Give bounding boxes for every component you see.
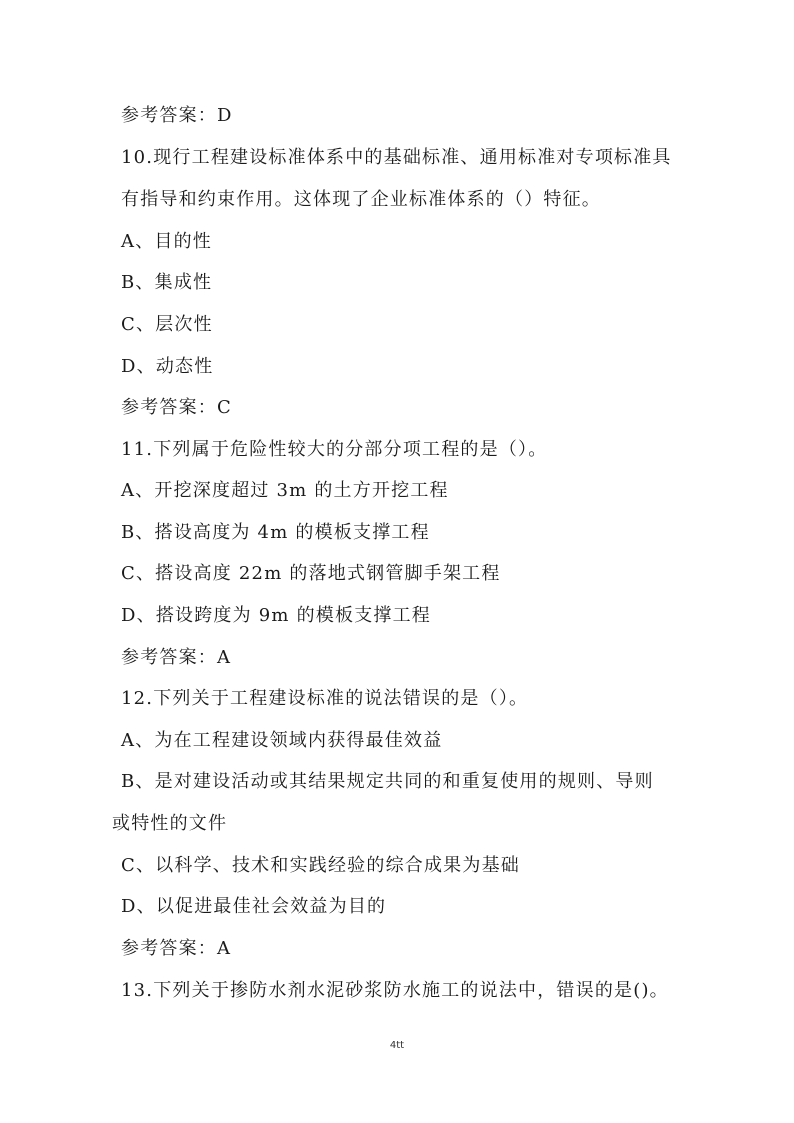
page-number: 4tt — [389, 1040, 405, 1051]
option-c: C、以科学、技术和实践经验的综合成果为基础 — [121, 855, 520, 876]
option-c: C、层次性 — [121, 314, 213, 335]
option-b-line-2: 或特性的文件 — [112, 813, 228, 834]
option-b: B、搭设高度为 4m 的模板支撑工程 — [121, 522, 430, 543]
question-11-line-1: 11.下列属于危险性较大的分部分项工程的是（）。 — [121, 439, 548, 460]
question-10-line-2: 有指导和约束作用。这体现了企业标准体系的（）特征。 — [121, 189, 601, 210]
answer-line: 参考答案：C — [121, 397, 232, 418]
option-a: A、开挖深度超过 3m 的土方开挖工程 — [121, 480, 449, 501]
option-c: C、搭设高度 22m 的落地式钢管脚手架工程 — [121, 563, 501, 584]
option-b: B、集成性 — [121, 272, 213, 293]
option-a: A、为在工程建设领域内获得最佳效益 — [121, 730, 443, 751]
option-d: D、搭设跨度为 9m 的模板支撑工程 — [121, 605, 431, 626]
answer-line: 参考答案：D — [121, 105, 233, 126]
question-12-line-1: 12.下列关于工程建设标准的说法错误的是（）。 — [121, 688, 529, 709]
option-d: D、动态性 — [121, 356, 214, 377]
answer-line: 参考答案：A — [121, 647, 232, 668]
option-a: A、目的性 — [121, 231, 212, 252]
question-13-line-1: 13.下列关于掺防水剂水泥砂浆防水施工的说法中，错误的是()。 — [121, 980, 669, 1001]
option-b-line-1: B、是对建设活动或其结果规定共同的和重复使用的规则、导则 — [121, 771, 654, 792]
question-10-line-1: 10.现行工程建设标准体系中的基础标准、通用标准对专项标准具 — [121, 147, 672, 168]
option-d: D、以促进最佳社会效益为目的 — [121, 896, 387, 917]
answer-line: 参考答案：A — [121, 938, 232, 959]
